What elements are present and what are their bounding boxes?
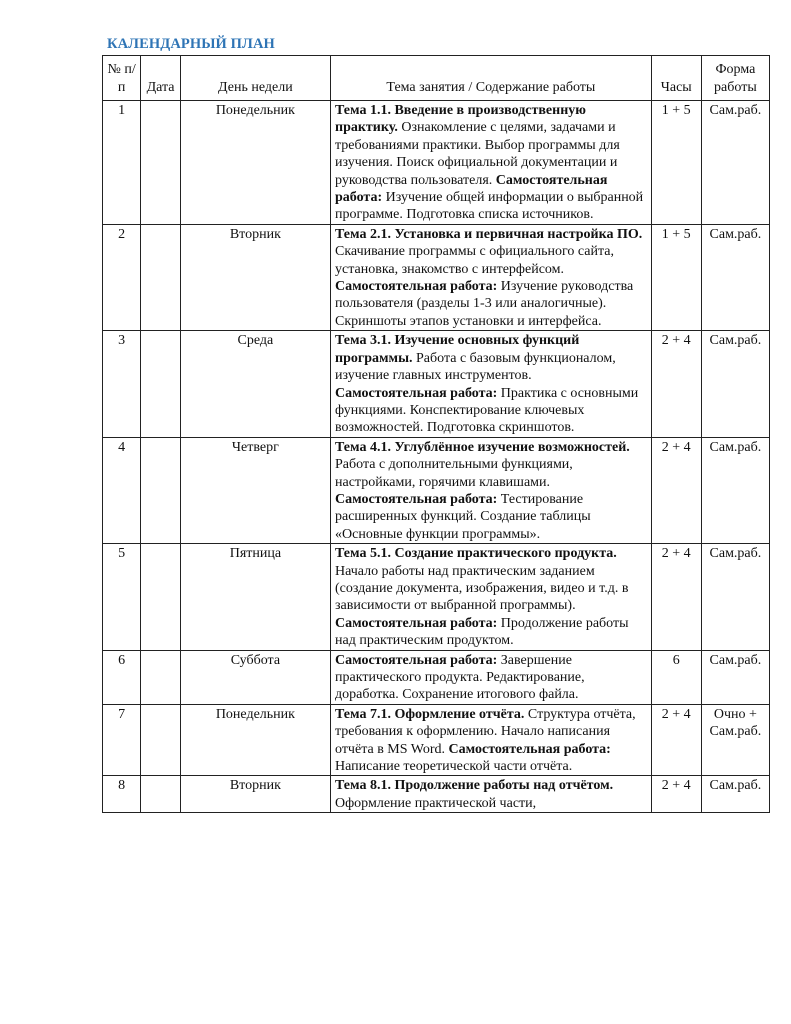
cell-hours: 1 + 5 <box>651 224 701 330</box>
self-work-text: Изучение руководства пользователя (разделы 1-3 или аналогичные). Скриншоты этапов установки и интерфейса. <box>335 279 634 329</box>
cell-topic <box>331 437 652 543</box>
header-hours: Часы <box>651 56 701 101</box>
cell-day: Вторник <box>180 776 330 813</box>
cell-topic <box>331 650 652 704</box>
cell-date <box>141 224 180 330</box>
header-day: День недели <box>180 56 330 101</box>
cell-form: Сам.раб. <box>701 101 769 225</box>
table-row <box>103 544 770 650</box>
table-row <box>103 704 770 776</box>
cell-day: Суббота <box>180 650 330 704</box>
self-work-label: Самостоятельная работа: <box>335 615 498 631</box>
topic-title: Тема 4.1. Углублённое изучение возможностей. <box>335 439 630 455</box>
cell-date <box>141 544 180 650</box>
topic-title: Тема 3.1. Изучение основных функций программы. <box>335 333 580 366</box>
self-work-label: Самостоятельная работа: <box>448 741 611 757</box>
cell-form: Сам.раб. <box>701 224 769 330</box>
cell-date <box>141 331 180 437</box>
topic-text: Структура отчёта, требования к оформлению. Начало написания отчёта в MS Word. <box>335 706 636 757</box>
cell-topic <box>331 544 652 650</box>
self-work-label: Самостоятельная работа: <box>335 279 498 295</box>
cell-topic <box>331 331 652 437</box>
cell-num: 5 <box>103 544 141 650</box>
cell-num: 1 <box>103 101 141 225</box>
cell-date <box>141 650 180 704</box>
cell-date <box>141 101 180 225</box>
calendar-plan-table <box>102 55 770 813</box>
header-num: № п/п <box>103 56 141 101</box>
cell-form: Очно + Сам.раб. <box>701 704 769 776</box>
topic-title: Тема 2.1. Установка и первичная настройка ПО. <box>335 226 643 242</box>
cell-num: 3 <box>103 331 141 437</box>
cell-hours: 2 + 4 <box>651 704 701 776</box>
cell-form: Сам.раб. <box>701 650 769 704</box>
cell-day: Понедельник <box>180 101 330 225</box>
self-work-text: Тестирование расширенных функций. Создание таблицы «Основные функции программы». <box>335 491 591 542</box>
cell-hours: 2 + 4 <box>651 544 701 650</box>
table-header-row <box>103 56 770 101</box>
table-row <box>103 331 770 437</box>
cell-hours: 2 + 4 <box>651 437 701 543</box>
table-row <box>103 437 770 543</box>
cell-form: Сам.раб. <box>701 776 769 813</box>
self-work-label: Самостоятельная работа: <box>335 385 498 401</box>
table-row <box>103 776 770 813</box>
topic-text: Скачивание программы с официального сайта, установка, знакомство с интерфейсом. <box>335 244 614 277</box>
cell-topic <box>331 101 652 225</box>
topic-text: Ознакомление с целями, задачами и требованиями практики. Выбор программы для изучения. Поиск официальной документации и руководства пользователя. <box>335 120 620 188</box>
cell-num: 7 <box>103 704 141 776</box>
cell-day: Понедельник <box>180 704 330 776</box>
header-date: Дата <box>141 56 180 101</box>
topic-title: Тема 7.1. Оформление отчёта. <box>335 706 525 722</box>
topic-title: Тема 8.1. Продолжение работы над отчётом. <box>335 778 614 794</box>
self-work-text: Написание теоретической части отчёта. <box>335 759 573 775</box>
topic-title: Тема 1.1. Введение в производственную практику. <box>335 103 586 136</box>
self-work-text: Завершение практического продукта. Редактирование, доработка. Сохранение итогового файла. <box>335 652 585 703</box>
cell-hours: 2 + 4 <box>651 776 701 813</box>
cell-num: 2 <box>103 224 141 330</box>
topic-text: Работа с базовым функционалом, изучение главных инструментов. <box>335 350 616 384</box>
header-topic: Тема занятия / Содержание работы <box>331 56 652 101</box>
self-work-label: Самостоятельная работа: <box>335 172 608 206</box>
table-row <box>103 101 770 225</box>
cell-form: Сам.раб. <box>701 544 769 650</box>
cell-day: Четверг <box>180 437 330 543</box>
cell-day: Вторник <box>180 224 330 330</box>
self-work-text: Изучение общей информации о выбранной программе. Подготовка списка источников. <box>335 190 644 223</box>
document-title: КАЛЕНДАРНЫЙ ПЛАН <box>107 36 275 52</box>
table-row <box>103 224 770 330</box>
self-work-text: Продолжение работы над практическим продуктом. <box>335 615 629 649</box>
cell-date <box>141 776 180 813</box>
cell-num: 8 <box>103 776 141 813</box>
topic-text: Начало работы над практическим заданием (создание документа, изображения, видео и т.д. в зависимости от выбранной программы). <box>335 563 629 614</box>
cell-topic <box>331 704 652 776</box>
self-work-text: Практика с основными функциями. Конспектирование ключевых возможностей. Подготовка скриншотов. <box>335 385 639 436</box>
cell-hours: 2 + 4 <box>651 331 701 437</box>
table-row <box>103 650 770 704</box>
cell-num: 6 <box>103 650 141 704</box>
cell-topic <box>331 776 652 813</box>
cell-date <box>141 704 180 776</box>
cell-day: Среда <box>180 331 330 437</box>
cell-form: Сам.раб. <box>701 437 769 543</box>
topic-text: Оформление практической части, <box>335 795 537 811</box>
topic-text: Работа с дополнительными функциями, настройками, горячими клавишами. <box>335 457 573 490</box>
cell-topic <box>331 224 652 330</box>
cell-hours: 1 + 5 <box>651 101 701 225</box>
cell-hours: 6 <box>651 650 701 704</box>
topic-title: Тема 5.1. Создание практического продукта. <box>335 546 617 562</box>
self-work-label: Самостоятельная работа: <box>335 491 498 507</box>
cell-date <box>141 437 180 543</box>
cell-day: Пятница <box>180 544 330 650</box>
cell-form: Сам.раб. <box>701 331 769 437</box>
header-form: Форма работы <box>701 56 769 101</box>
cell-num: 4 <box>103 437 141 543</box>
self-work-label: Самостоятельная работа: <box>335 652 498 668</box>
